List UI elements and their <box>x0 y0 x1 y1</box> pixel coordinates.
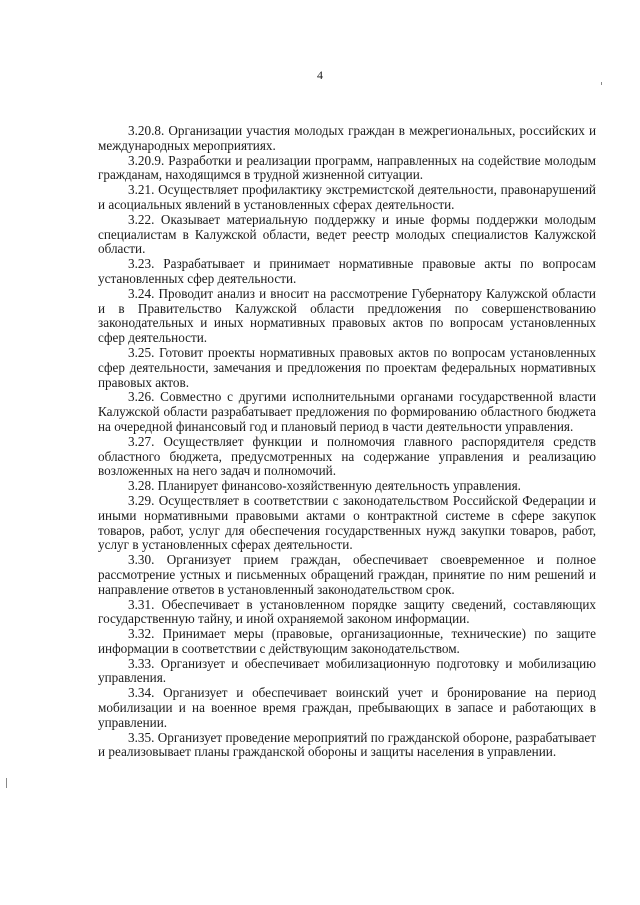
page-number: 4 <box>317 68 323 82</box>
scan-mark-right <box>601 82 602 85</box>
paragraph-3-31: 3.31. Обеспечивает в установленном порядке защиту сведений, составляющих государственную тайну, и иной охраняемой законом информации. <box>98 596 596 627</box>
paragraph-3-24: 3.24. Проводит анализ и вносит на рассмотрение Губернатору Калужской области и в Правительство Калужской области предложения по совершенствованию законодательных и иных нормативных правовых актов по вопросам установленных сфер деятельности. <box>98 285 596 346</box>
scan-mark-left <box>6 778 7 788</box>
paragraph-3-22: 3.22. Оказывает материальную поддержку и иные формы поддержки молодым специалистам в Калужской области, ведет реестр молодых специалистов Калужской области. <box>98 211 596 257</box>
paragraph-3-23: 3.23. Разрабатывает и принимает нормативные правовые акты по вопросам установленных сфер деятельности. <box>98 256 596 286</box>
paragraph-3-33: 3.33. Организует и обеспечивает мобилизационную подготовку и мобилизацию управления. <box>98 655 596 686</box>
paragraph-3-35: 3.35. Организует проведение мероприятий по гражданской обороне, разрабатывает и реализовывает планы гражданской обороны и защиты населения в управлении. <box>98 729 596 760</box>
paragraph-3-32: 3.32. Принимает меры (правовые, организационные, технические) по защите информации в соответствии с действующим законодательством. <box>98 626 596 656</box>
paragraph-3-28: 3.28. Планирует финансово-хозяйственную деятельность управления. <box>128 478 521 494</box>
paragraph-3-25: 3.25. Готовит проекты нормативных правовых актов по вопросам установленных сфер деятельности, замечания и предложения по проектам федеральных нормативных правовых актов. <box>98 344 596 390</box>
document-body <box>98 124 596 760</box>
paragraph-3-20-8: 3.20.8. Организации участия молодых граждан в межрегиональных, российских и международных мероприятиях. <box>98 123 596 153</box>
paragraph-3-27: 3.27. Осуществляет функции и полномочия главного распорядителя средств областного бюджета, предусмотренных на содержание управления и реализацию возложенных на него задач и полномочий. <box>98 433 596 479</box>
paragraph-3-34: 3.34. Организует и обеспечивает воинский учет и бронирование на период мобилизации и на военное время граждан, пребывающих в запасе и работающих в управлении. <box>98 685 596 730</box>
paragraph-3-26: 3.26. Совместно с другими исполнительными органами государственной власти Калужской области разрабатывает предложения по формированию областного бюджета на очередной финансовый год и плановый период в части деятельности управления. <box>98 389 596 434</box>
paragraph-3-30: 3.30. Организует прием граждан, обеспечивает своевременное и полное рассмотрение устных и письменных обращений граждан, принятие по ним решений и направление ответов в установленный законодательством срок. <box>98 552 596 597</box>
paragraph-3-29: 3.29. Осуществляет в соответствии с законодательством Российской Федерации и иными нормативными правовыми актами о контрактной системе в сфере закупок товаров, работ, услуг для обеспечения государственных нужд закупки товаров, работ, услуг в установленных сферах деятельности. <box>98 492 596 553</box>
paragraph-3-21: 3.21. Осуществляет профилактику экстремистской деятельности, правонарушений и асоциальных явлений в установленных сферах деятельности. <box>98 182 596 212</box>
paragraph-3-20-9: 3.20.9. Разработки и реализации программ, направленных на содействие молодым гражданам, находящимся в трудной жизненной ситуации. <box>98 152 596 183</box>
